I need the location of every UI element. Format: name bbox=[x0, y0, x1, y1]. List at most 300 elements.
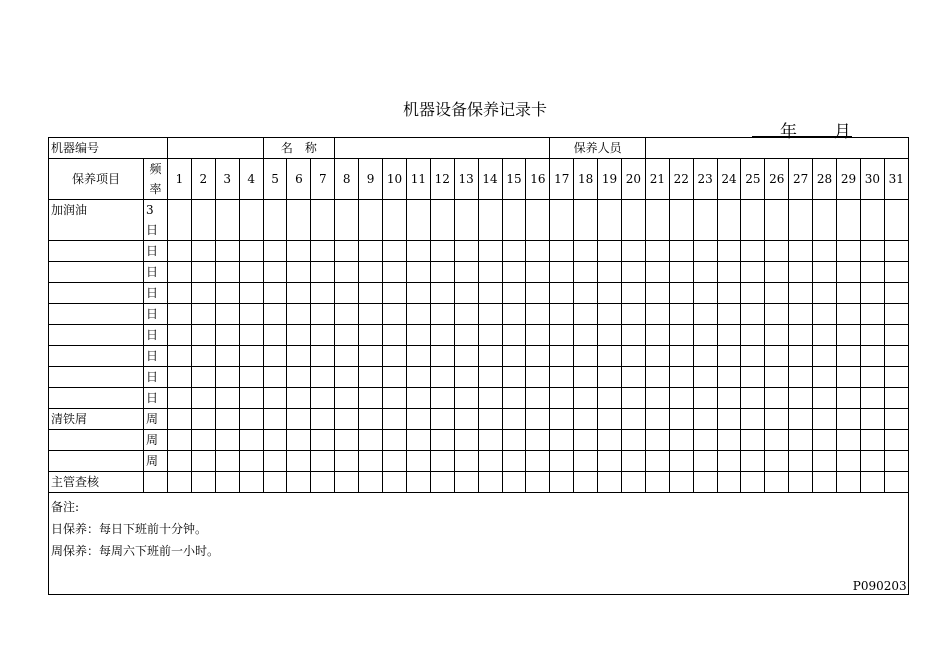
supervisor-check-cell[interactable] bbox=[741, 472, 765, 493]
record-cell[interactable] bbox=[813, 200, 837, 241]
record-cell[interactable] bbox=[478, 241, 502, 262]
record-cell[interactable] bbox=[693, 304, 717, 325]
record-cell[interactable] bbox=[693, 262, 717, 283]
record-cell[interactable] bbox=[454, 283, 478, 304]
record-cell[interactable] bbox=[884, 430, 908, 451]
record-cell[interactable] bbox=[287, 262, 311, 283]
record-cell[interactable] bbox=[765, 430, 789, 451]
supervisor-check-cell[interactable] bbox=[430, 472, 454, 493]
record-cell[interactable] bbox=[430, 283, 454, 304]
record-cell[interactable] bbox=[311, 304, 335, 325]
record-cell[interactable] bbox=[598, 283, 622, 304]
record-cell[interactable] bbox=[191, 346, 215, 367]
record-cell[interactable] bbox=[837, 430, 861, 451]
record-cell[interactable] bbox=[693, 283, 717, 304]
record-cell[interactable] bbox=[215, 262, 239, 283]
record-cell[interactable] bbox=[621, 262, 645, 283]
record-cell[interactable] bbox=[789, 451, 813, 472]
record-cell[interactable] bbox=[550, 367, 574, 388]
supervisor-check-cell[interactable] bbox=[191, 472, 215, 493]
record-cell[interactable] bbox=[502, 388, 526, 409]
record-cell[interactable] bbox=[526, 367, 550, 388]
record-cell[interactable] bbox=[168, 241, 192, 262]
record-cell[interactable] bbox=[383, 325, 407, 346]
record-cell[interactable] bbox=[693, 409, 717, 430]
record-cell[interactable] bbox=[526, 262, 550, 283]
record-cell[interactable] bbox=[335, 430, 359, 451]
record-cell[interactable] bbox=[526, 430, 550, 451]
supervisor-check-cell[interactable] bbox=[215, 472, 239, 493]
record-cell[interactable] bbox=[741, 325, 765, 346]
record-cell[interactable] bbox=[526, 325, 550, 346]
record-cell[interactable] bbox=[478, 451, 502, 472]
record-cell[interactable] bbox=[263, 262, 287, 283]
record-cell[interactable] bbox=[669, 430, 693, 451]
record-cell[interactable] bbox=[335, 262, 359, 283]
record-cell[interactable] bbox=[239, 409, 263, 430]
record-cell[interactable] bbox=[191, 388, 215, 409]
record-cell[interactable] bbox=[239, 241, 263, 262]
record-cell[interactable] bbox=[884, 388, 908, 409]
record-cell[interactable] bbox=[621, 367, 645, 388]
record-cell[interactable] bbox=[335, 200, 359, 241]
record-cell[interactable] bbox=[765, 451, 789, 472]
record-cell[interactable] bbox=[813, 241, 837, 262]
record-cell[interactable] bbox=[741, 346, 765, 367]
supervisor-check-cell[interactable] bbox=[359, 472, 383, 493]
record-cell[interactable] bbox=[335, 325, 359, 346]
record-cell[interactable] bbox=[526, 451, 550, 472]
record-cell[interactable] bbox=[502, 262, 526, 283]
supervisor-check-cell[interactable] bbox=[693, 472, 717, 493]
record-cell[interactable] bbox=[645, 241, 669, 262]
record-cell[interactable] bbox=[860, 325, 884, 346]
record-cell[interactable] bbox=[311, 283, 335, 304]
supervisor-check-cell[interactable] bbox=[765, 472, 789, 493]
record-cell[interactable] bbox=[430, 451, 454, 472]
record-cell[interactable] bbox=[837, 325, 861, 346]
record-cell[interactable] bbox=[406, 262, 430, 283]
record-cell[interactable] bbox=[598, 430, 622, 451]
record-cell[interactable] bbox=[168, 262, 192, 283]
record-cell[interactable] bbox=[669, 346, 693, 367]
supervisor-check-cell[interactable] bbox=[335, 472, 359, 493]
supervisor-check-cell[interactable] bbox=[717, 472, 741, 493]
record-cell[interactable] bbox=[550, 304, 574, 325]
record-cell[interactable] bbox=[598, 200, 622, 241]
record-cell[interactable] bbox=[335, 367, 359, 388]
record-cell[interactable] bbox=[430, 200, 454, 241]
record-cell[interactable] bbox=[454, 346, 478, 367]
record-cell[interactable] bbox=[789, 409, 813, 430]
record-cell[interactable] bbox=[598, 241, 622, 262]
record-cell[interactable] bbox=[741, 262, 765, 283]
record-cell[interactable] bbox=[454, 388, 478, 409]
record-cell[interactable] bbox=[359, 409, 383, 430]
record-cell[interactable] bbox=[574, 346, 598, 367]
staff-value[interactable] bbox=[645, 138, 908, 159]
record-cell[interactable] bbox=[406, 283, 430, 304]
record-cell[interactable] bbox=[311, 409, 335, 430]
record-cell[interactable] bbox=[693, 241, 717, 262]
record-cell[interactable] bbox=[550, 325, 574, 346]
record-cell[interactable] bbox=[789, 283, 813, 304]
supervisor-check-cell[interactable] bbox=[239, 472, 263, 493]
record-cell[interactable] bbox=[168, 367, 192, 388]
record-cell[interactable] bbox=[717, 367, 741, 388]
record-cell[interactable] bbox=[430, 346, 454, 367]
record-cell[interactable] bbox=[311, 200, 335, 241]
record-cell[interactable] bbox=[837, 241, 861, 262]
record-cell[interactable] bbox=[598, 388, 622, 409]
record-cell[interactable] bbox=[215, 388, 239, 409]
record-cell[interactable] bbox=[669, 451, 693, 472]
record-cell[interactable] bbox=[741, 367, 765, 388]
record-cell[interactable] bbox=[837, 451, 861, 472]
record-cell[interactable] bbox=[383, 451, 407, 472]
record-cell[interactable] bbox=[287, 283, 311, 304]
record-cell[interactable] bbox=[502, 451, 526, 472]
record-cell[interactable] bbox=[191, 325, 215, 346]
record-cell[interactable] bbox=[884, 262, 908, 283]
record-cell[interactable] bbox=[717, 430, 741, 451]
record-cell[interactable] bbox=[645, 346, 669, 367]
record-cell[interactable] bbox=[574, 430, 598, 451]
record-cell[interactable] bbox=[191, 304, 215, 325]
record-cell[interactable] bbox=[215, 430, 239, 451]
record-cell[interactable] bbox=[741, 283, 765, 304]
record-cell[interactable] bbox=[383, 241, 407, 262]
record-cell[interactable] bbox=[717, 262, 741, 283]
record-cell[interactable] bbox=[191, 430, 215, 451]
record-cell[interactable] bbox=[406, 367, 430, 388]
record-cell[interactable] bbox=[789, 241, 813, 262]
record-cell[interactable] bbox=[741, 409, 765, 430]
record-cell[interactable] bbox=[813, 451, 837, 472]
record-cell[interactable] bbox=[215, 451, 239, 472]
record-cell[interactable] bbox=[478, 304, 502, 325]
supervisor-check-cell[interactable] bbox=[454, 472, 478, 493]
record-cell[interactable] bbox=[717, 241, 741, 262]
record-cell[interactable] bbox=[550, 241, 574, 262]
record-cell[interactable] bbox=[741, 304, 765, 325]
record-cell[interactable] bbox=[574, 262, 598, 283]
record-cell[interactable] bbox=[454, 409, 478, 430]
record-cell[interactable] bbox=[430, 304, 454, 325]
record-cell[interactable] bbox=[717, 304, 741, 325]
record-cell[interactable] bbox=[502, 241, 526, 262]
record-cell[interactable] bbox=[406, 325, 430, 346]
supervisor-check-cell[interactable] bbox=[550, 472, 574, 493]
record-cell[interactable] bbox=[239, 304, 263, 325]
record-cell[interactable] bbox=[884, 283, 908, 304]
record-cell[interactable] bbox=[765, 241, 789, 262]
record-cell[interactable] bbox=[239, 346, 263, 367]
supervisor-check-cell[interactable] bbox=[837, 472, 861, 493]
record-cell[interactable] bbox=[215, 367, 239, 388]
record-cell[interactable] bbox=[574, 388, 598, 409]
record-cell[interactable] bbox=[860, 451, 884, 472]
record-cell[interactable] bbox=[383, 430, 407, 451]
record-cell[interactable] bbox=[502, 409, 526, 430]
record-cell[interactable] bbox=[335, 409, 359, 430]
record-cell[interactable] bbox=[406, 304, 430, 325]
record-cell[interactable] bbox=[406, 409, 430, 430]
machine-no-value[interactable] bbox=[168, 138, 264, 159]
record-cell[interactable] bbox=[741, 388, 765, 409]
record-cell[interactable] bbox=[741, 241, 765, 262]
record-cell[interactable] bbox=[478, 409, 502, 430]
supervisor-check-cell[interactable] bbox=[645, 472, 669, 493]
record-cell[interactable] bbox=[454, 325, 478, 346]
record-cell[interactable] bbox=[478, 388, 502, 409]
record-cell[interactable] bbox=[813, 346, 837, 367]
record-cell[interactable] bbox=[813, 388, 837, 409]
record-cell[interactable] bbox=[454, 262, 478, 283]
record-cell[interactable] bbox=[598, 325, 622, 346]
record-cell[interactable] bbox=[621, 430, 645, 451]
record-cell[interactable] bbox=[215, 409, 239, 430]
record-cell[interactable] bbox=[837, 367, 861, 388]
record-cell[interactable] bbox=[765, 262, 789, 283]
record-cell[interactable] bbox=[502, 283, 526, 304]
record-cell[interactable] bbox=[693, 346, 717, 367]
record-cell[interactable] bbox=[837, 346, 861, 367]
record-cell[interactable] bbox=[191, 283, 215, 304]
record-cell[interactable] bbox=[550, 451, 574, 472]
record-cell[interactable] bbox=[884, 409, 908, 430]
record-cell[interactable] bbox=[621, 304, 645, 325]
record-cell[interactable] bbox=[406, 430, 430, 451]
supervisor-check-cell[interactable] bbox=[884, 472, 908, 493]
record-cell[interactable] bbox=[789, 367, 813, 388]
record-cell[interactable] bbox=[693, 367, 717, 388]
record-cell[interactable] bbox=[454, 367, 478, 388]
record-cell[interactable] bbox=[263, 451, 287, 472]
record-cell[interactable] bbox=[860, 367, 884, 388]
record-cell[interactable] bbox=[860, 283, 884, 304]
record-cell[interactable] bbox=[263, 325, 287, 346]
record-cell[interactable] bbox=[454, 451, 478, 472]
record-cell[interactable] bbox=[621, 388, 645, 409]
record-cell[interactable] bbox=[860, 409, 884, 430]
record-cell[interactable] bbox=[717, 409, 741, 430]
record-cell[interactable] bbox=[813, 262, 837, 283]
supervisor-check-cell[interactable] bbox=[168, 472, 192, 493]
record-cell[interactable] bbox=[645, 388, 669, 409]
record-cell[interactable] bbox=[454, 241, 478, 262]
record-cell[interactable] bbox=[311, 430, 335, 451]
record-cell[interactable] bbox=[287, 409, 311, 430]
record-cell[interactable] bbox=[406, 388, 430, 409]
record-cell[interactable] bbox=[526, 304, 550, 325]
record-cell[interactable] bbox=[191, 200, 215, 241]
record-cell[interactable] bbox=[168, 388, 192, 409]
supervisor-check-cell[interactable] bbox=[669, 472, 693, 493]
record-cell[interactable] bbox=[621, 451, 645, 472]
record-cell[interactable] bbox=[383, 346, 407, 367]
record-cell[interactable] bbox=[645, 325, 669, 346]
record-cell[interactable] bbox=[359, 304, 383, 325]
record-cell[interactable] bbox=[860, 241, 884, 262]
record-cell[interactable] bbox=[359, 325, 383, 346]
record-cell[interactable] bbox=[502, 430, 526, 451]
record-cell[interactable] bbox=[168, 430, 192, 451]
record-cell[interactable] bbox=[669, 325, 693, 346]
supervisor-check-cell[interactable] bbox=[311, 472, 335, 493]
record-cell[interactable] bbox=[478, 262, 502, 283]
record-cell[interactable] bbox=[837, 283, 861, 304]
record-cell[interactable] bbox=[669, 388, 693, 409]
record-cell[interactable] bbox=[335, 388, 359, 409]
record-cell[interactable] bbox=[860, 346, 884, 367]
supervisor-check-cell[interactable] bbox=[478, 472, 502, 493]
record-cell[interactable] bbox=[168, 409, 192, 430]
record-cell[interactable] bbox=[621, 325, 645, 346]
record-cell[interactable] bbox=[669, 283, 693, 304]
record-cell[interactable] bbox=[263, 430, 287, 451]
record-cell[interactable] bbox=[693, 325, 717, 346]
record-cell[interactable] bbox=[550, 409, 574, 430]
record-cell[interactable] bbox=[406, 241, 430, 262]
record-cell[interactable] bbox=[478, 367, 502, 388]
record-cell[interactable] bbox=[359, 283, 383, 304]
record-cell[interactable] bbox=[239, 430, 263, 451]
record-cell[interactable] bbox=[215, 241, 239, 262]
record-cell[interactable] bbox=[717, 283, 741, 304]
record-cell[interactable] bbox=[454, 304, 478, 325]
record-cell[interactable] bbox=[430, 325, 454, 346]
record-cell[interactable] bbox=[884, 241, 908, 262]
record-cell[interactable] bbox=[359, 200, 383, 241]
record-cell[interactable] bbox=[860, 430, 884, 451]
record-cell[interactable] bbox=[287, 451, 311, 472]
record-cell[interactable] bbox=[502, 200, 526, 241]
record-cell[interactable] bbox=[311, 241, 335, 262]
record-cell[interactable] bbox=[693, 451, 717, 472]
record-cell[interactable] bbox=[359, 241, 383, 262]
record-cell[interactable] bbox=[765, 367, 789, 388]
record-cell[interactable] bbox=[860, 262, 884, 283]
record-cell[interactable] bbox=[263, 388, 287, 409]
record-cell[interactable] bbox=[789, 346, 813, 367]
record-cell[interactable] bbox=[287, 200, 311, 241]
record-cell[interactable] bbox=[645, 283, 669, 304]
record-cell[interactable] bbox=[383, 262, 407, 283]
record-cell[interactable] bbox=[287, 346, 311, 367]
record-cell[interactable] bbox=[239, 388, 263, 409]
record-cell[interactable] bbox=[813, 325, 837, 346]
record-cell[interactable] bbox=[765, 409, 789, 430]
record-cell[interactable] bbox=[813, 409, 837, 430]
record-cell[interactable] bbox=[717, 325, 741, 346]
record-cell[interactable] bbox=[884, 367, 908, 388]
record-cell[interactable] bbox=[430, 409, 454, 430]
record-cell[interactable] bbox=[383, 367, 407, 388]
record-cell[interactable] bbox=[454, 430, 478, 451]
record-cell[interactable] bbox=[574, 200, 598, 241]
supervisor-check-cell[interactable] bbox=[287, 472, 311, 493]
supervisor-check-cell[interactable] bbox=[574, 472, 598, 493]
record-cell[interactable] bbox=[168, 200, 192, 241]
record-cell[interactable] bbox=[526, 409, 550, 430]
supervisor-check-cell[interactable] bbox=[406, 472, 430, 493]
record-cell[interactable] bbox=[789, 262, 813, 283]
record-cell[interactable] bbox=[191, 367, 215, 388]
record-cell[interactable] bbox=[669, 304, 693, 325]
record-cell[interactable] bbox=[215, 346, 239, 367]
record-cell[interactable] bbox=[645, 200, 669, 241]
record-cell[interactable] bbox=[406, 451, 430, 472]
record-cell[interactable] bbox=[311, 262, 335, 283]
record-cell[interactable] bbox=[693, 388, 717, 409]
record-cell[interactable] bbox=[383, 200, 407, 241]
record-cell[interactable] bbox=[359, 451, 383, 472]
record-cell[interactable] bbox=[621, 241, 645, 262]
record-cell[interactable] bbox=[621, 200, 645, 241]
record-cell[interactable] bbox=[669, 200, 693, 241]
record-cell[interactable] bbox=[645, 367, 669, 388]
record-cell[interactable] bbox=[717, 346, 741, 367]
record-cell[interactable] bbox=[430, 430, 454, 451]
record-cell[interactable] bbox=[717, 200, 741, 241]
supervisor-check-cell[interactable] bbox=[598, 472, 622, 493]
record-cell[interactable] bbox=[335, 346, 359, 367]
supervisor-check-cell[interactable] bbox=[789, 472, 813, 493]
record-cell[interactable] bbox=[502, 346, 526, 367]
record-cell[interactable] bbox=[765, 283, 789, 304]
record-cell[interactable] bbox=[430, 241, 454, 262]
record-cell[interactable] bbox=[598, 304, 622, 325]
record-cell[interactable] bbox=[765, 304, 789, 325]
record-cell[interactable] bbox=[574, 241, 598, 262]
record-cell[interactable] bbox=[645, 304, 669, 325]
record-cell[interactable] bbox=[741, 200, 765, 241]
record-cell[interactable] bbox=[191, 241, 215, 262]
record-cell[interactable] bbox=[287, 430, 311, 451]
record-cell[interactable] bbox=[239, 262, 263, 283]
record-cell[interactable] bbox=[168, 451, 192, 472]
record-cell[interactable] bbox=[359, 346, 383, 367]
record-cell[interactable] bbox=[311, 325, 335, 346]
record-cell[interactable] bbox=[813, 367, 837, 388]
supervisor-check-cell[interactable] bbox=[860, 472, 884, 493]
supervisor-check-cell[interactable] bbox=[263, 472, 287, 493]
record-cell[interactable] bbox=[168, 325, 192, 346]
record-cell[interactable] bbox=[311, 451, 335, 472]
record-cell[interactable] bbox=[526, 346, 550, 367]
record-cell[interactable] bbox=[621, 346, 645, 367]
record-cell[interactable] bbox=[765, 200, 789, 241]
record-cell[interactable] bbox=[789, 200, 813, 241]
record-cell[interactable] bbox=[335, 304, 359, 325]
record-cell[interactable] bbox=[359, 430, 383, 451]
record-cell[interactable] bbox=[574, 304, 598, 325]
supervisor-check-cell[interactable] bbox=[502, 472, 526, 493]
record-cell[interactable] bbox=[335, 283, 359, 304]
record-cell[interactable] bbox=[693, 200, 717, 241]
record-cell[interactable] bbox=[837, 304, 861, 325]
record-cell[interactable] bbox=[765, 346, 789, 367]
record-cell[interactable] bbox=[550, 200, 574, 241]
record-cell[interactable] bbox=[383, 304, 407, 325]
record-cell[interactable] bbox=[717, 388, 741, 409]
record-cell[interactable] bbox=[502, 304, 526, 325]
record-cell[interactable] bbox=[502, 325, 526, 346]
record-cell[interactable] bbox=[263, 367, 287, 388]
record-cell[interactable] bbox=[263, 409, 287, 430]
record-cell[interactable] bbox=[478, 430, 502, 451]
